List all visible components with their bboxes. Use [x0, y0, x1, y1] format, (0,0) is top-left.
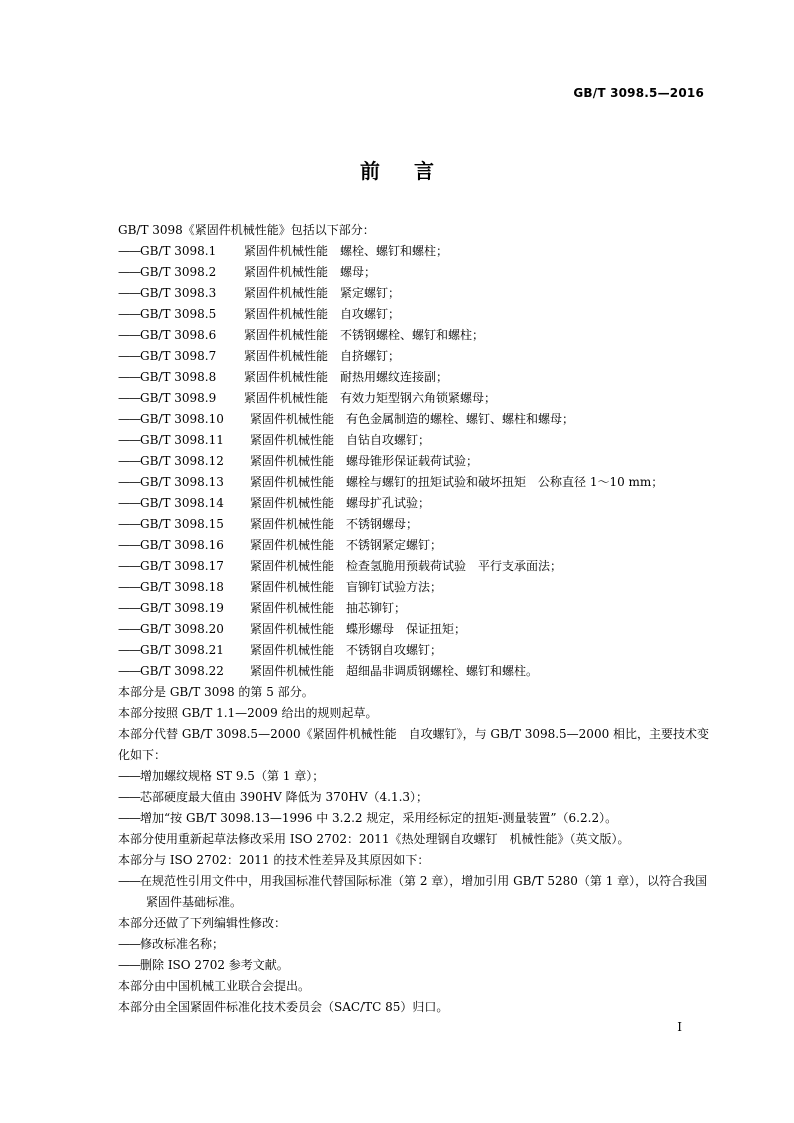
part-subject: 蝶形螺母 保证扭矩；	[346, 622, 467, 636]
paragraph-iso-adoption: 本部分使用重新起草法修改采用 ISO 2702：2011《热处理钢自攻螺钉 机械性能》（英文版）。	[118, 832, 630, 846]
part-list-item	[118, 472, 710, 493]
part-standard-number: GB/T 3098.12	[140, 454, 224, 468]
part-subject: 不锈钢螺栓、螺钉和螺柱；	[340, 328, 485, 342]
part-main-title: 紧固件机械性能	[244, 307, 329, 321]
part-list-item	[118, 493, 710, 514]
part-standard-number: GB/T 3098.3	[140, 286, 217, 300]
part-subject: 耐热用螺纹连接副；	[340, 370, 449, 384]
em-dash: ——	[118, 580, 140, 594]
em-dash: ——	[118, 349, 140, 363]
em-dash: ——	[118, 433, 140, 447]
change-item	[118, 766, 710, 787]
page-title: 前言	[360, 159, 468, 183]
em-dash: ——	[118, 874, 140, 888]
part-standard-number: GB/T 3098.18	[140, 580, 224, 594]
part-list-item	[118, 346, 710, 367]
parts-list	[118, 241, 710, 682]
em-dash: ——	[118, 958, 140, 972]
part-main-title: 紧固件机械性能	[244, 286, 329, 300]
part-subject: 自挤螺钉；	[340, 349, 401, 363]
part-standard-number: GB/T 3098.5	[140, 307, 217, 321]
em-dash: ——	[118, 664, 140, 678]
part-main-title: 紧固件机械性能	[250, 664, 335, 678]
part-standard-number: GB/T 3098.2	[140, 265, 217, 279]
part-main-title: 紧固件机械性能	[250, 454, 335, 468]
part-main-title: 紧固件机械性能	[244, 244, 329, 258]
part-main-title: 紧固件机械性能	[244, 328, 329, 342]
part-standard-number: GB/T 3098.6	[140, 328, 217, 342]
em-dash: ——	[118, 769, 140, 783]
change-item-text: 增加螺纹规格 ST 9.5（第 1 章）；	[140, 769, 325, 783]
part-standard-number: GB/T 3098.19	[140, 601, 224, 615]
part-subject: 不锈钢螺母；	[346, 517, 419, 531]
part-list-item	[118, 535, 710, 556]
part-main-title: 紧固件机械性能	[250, 538, 335, 552]
part-subject: 超细晶非调质钢螺栓、螺钉和螺柱。	[346, 664, 539, 678]
part-list-item	[118, 619, 710, 640]
part-subject: 检查氢脆用预载荷试验 平行支承面法；	[346, 559, 563, 573]
em-dash: ——	[118, 328, 140, 342]
part-main-title: 紧固件机械性能	[250, 412, 335, 426]
em-dash: ——	[118, 601, 140, 615]
paragraph-centralized-by: 本部分由全国紧固件标准化技术委员会（SAC/TC 85）归口。	[118, 1000, 449, 1014]
edits-list	[118, 934, 710, 976]
part-main-title: 紧固件机械性能	[244, 370, 329, 384]
part-list-item	[118, 661, 710, 682]
part-subject: 不锈钢紧定螺钉；	[346, 538, 443, 552]
paragraph-replaces: 本部分代替 GB/T 3098.5—2000《紧固件机械性能 自攻螺钉》，与 GB/T 3098.5—2000 相比，主要技术变化如下：	[118, 727, 710, 762]
em-dash: ——	[118, 391, 140, 405]
em-dash: ——	[118, 496, 140, 510]
em-dash: ——	[118, 370, 140, 384]
change-item-text: 增加“按 GB/T 3098.13—1996 中 3.2.2 规定，采用经标定的扭矩-测量装置”（6.2.2）。	[140, 811, 618, 825]
paragraph-part-number: 本部分是 GB/T 3098 的第 5 部分。	[118, 685, 314, 699]
part-main-title: 紧固件机械性能	[244, 349, 329, 363]
em-dash: ——	[118, 454, 140, 468]
difference-item	[118, 871, 710, 913]
part-standard-number: GB/T 3098.16	[140, 538, 224, 552]
part-main-title: 紧固件机械性能	[250, 496, 335, 510]
intro-paragraph: GB/T 3098《紧固件机械性能》包括以下部分：	[118, 223, 375, 237]
part-list-item	[118, 556, 710, 577]
changes-list	[118, 766, 710, 829]
part-subject: 螺栓、螺钉和螺柱；	[340, 244, 449, 258]
part-standard-number: GB/T 3098.14	[140, 496, 224, 510]
difference-item-text: 在规范性引用文件中，用我国标准代替国际标准（第 2 章），增加引用 GB/T 5280（第 1 章），以符合我国紧固件基础标准。	[140, 874, 708, 909]
part-main-title: 紧固件机械性能	[250, 622, 335, 636]
part-standard-number: GB/T 3098.10	[140, 412, 224, 426]
part-subject: 有效力矩型钢六角锁紧螺母；	[340, 391, 497, 405]
part-main-title: 紧固件机械性能	[250, 517, 335, 531]
part-main-title: 紧固件机械性能	[250, 433, 335, 447]
em-dash: ——	[118, 517, 140, 531]
em-dash: ——	[118, 265, 140, 279]
part-list-item	[118, 409, 710, 430]
part-standard-number: GB/T 3098.9	[140, 391, 217, 405]
part-subject: 自钻自攻螺钉；	[346, 433, 431, 447]
em-dash: ——	[118, 412, 140, 426]
part-list-item	[118, 283, 710, 304]
part-main-title: 紧固件机械性能	[250, 580, 335, 594]
em-dash: ——	[118, 307, 140, 321]
part-standard-number: GB/T 3098.11	[140, 433, 224, 447]
em-dash: ——	[118, 244, 140, 258]
em-dash: ——	[118, 475, 140, 489]
part-list-item	[118, 325, 710, 346]
part-subject: 不锈钢自攻螺钉；	[346, 643, 443, 657]
part-subject: 自攻螺钉；	[340, 307, 401, 321]
part-standard-number: GB/T 3098.17	[140, 559, 224, 573]
edit-item	[118, 934, 710, 955]
part-main-title: 紧固件机械性能	[244, 265, 329, 279]
edit-item-text: 修改标准名称；	[140, 937, 225, 951]
paragraph-proposed-by: 本部分由中国机械工业联合会提出。	[118, 979, 311, 993]
em-dash: ——	[118, 622, 140, 636]
em-dash: ——	[118, 559, 140, 573]
part-list-item	[118, 367, 710, 388]
edit-item-text: 删除 ISO 2702 参考文献。	[140, 958, 289, 972]
part-standard-number: GB/T 3098.20	[140, 622, 224, 636]
part-subject: 有色金属制造的螺栓、螺钉、螺柱和螺母；	[346, 412, 575, 426]
part-subject: 螺母；	[340, 265, 377, 279]
part-list-item	[118, 598, 710, 619]
part-list-item	[118, 262, 710, 283]
part-standard-number: GB/T 3098.8	[140, 370, 217, 384]
page-number: I	[677, 1020, 682, 1034]
part-main-title: 紧固件机械性能	[250, 475, 335, 489]
part-standard-number: GB/T 3098.13	[140, 475, 224, 489]
part-main-title: 紧固件机械性能	[244, 391, 329, 405]
part-subject: 紧定螺钉；	[340, 286, 401, 300]
standard-number-header: GB/T 3098.5—2016	[573, 86, 704, 100]
part-subject: 螺母锥形保证载荷试验；	[346, 454, 479, 468]
part-subject: 盲铆钉试验方法；	[346, 580, 443, 594]
part-subject: 螺母扩孔试验；	[346, 496, 431, 510]
part-subject: 抽芯铆钉；	[346, 601, 407, 615]
paragraph-drafting-rules: 本部分按照 GB/T 1.1—2009 给出的规则起草。	[118, 706, 378, 720]
part-list-item	[118, 388, 710, 409]
change-item-text: 芯部硬度最大值由 390HV 降低为 370HV（4.1.3）；	[140, 790, 429, 804]
part-main-title: 紧固件机械性能	[250, 643, 335, 657]
part-standard-number: GB/T 3098.7	[140, 349, 217, 363]
paragraph-editorial-intro: 本部分还做了下列编辑性修改：	[118, 916, 287, 930]
part-standard-number: GB/T 3098.15	[140, 517, 224, 531]
part-subject: 螺栓与螺钉的扭矩试验和破坏扭矩 公称直径 1～10 mm；	[346, 475, 664, 489]
part-list-item	[118, 430, 710, 451]
em-dash: ——	[118, 790, 140, 804]
em-dash: ——	[118, 937, 140, 951]
em-dash: ——	[118, 643, 140, 657]
part-main-title: 紧固件机械性能	[250, 559, 335, 573]
part-standard-number: GB/T 3098.1	[140, 244, 217, 258]
edit-item	[118, 955, 710, 976]
differences-list	[118, 871, 710, 913]
document-body	[118, 220, 710, 1018]
part-list-item	[118, 640, 710, 661]
part-main-title: 紧固件机械性能	[250, 601, 335, 615]
part-list-item	[118, 451, 710, 472]
part-standard-number: GB/T 3098.21	[140, 643, 224, 657]
part-list-item	[118, 577, 710, 598]
em-dash: ——	[118, 811, 140, 825]
paragraph-differences-intro: 本部分与 ISO 2702：2011 的技术性差异及其原因如下：	[118, 853, 430, 867]
part-list-item	[118, 514, 710, 535]
change-item	[118, 808, 710, 829]
em-dash: ——	[118, 286, 140, 300]
change-item	[118, 787, 710, 808]
part-standard-number: GB/T 3098.22	[140, 664, 224, 678]
em-dash: ——	[118, 538, 140, 552]
part-list-item	[118, 241, 710, 262]
part-list-item	[118, 304, 710, 325]
